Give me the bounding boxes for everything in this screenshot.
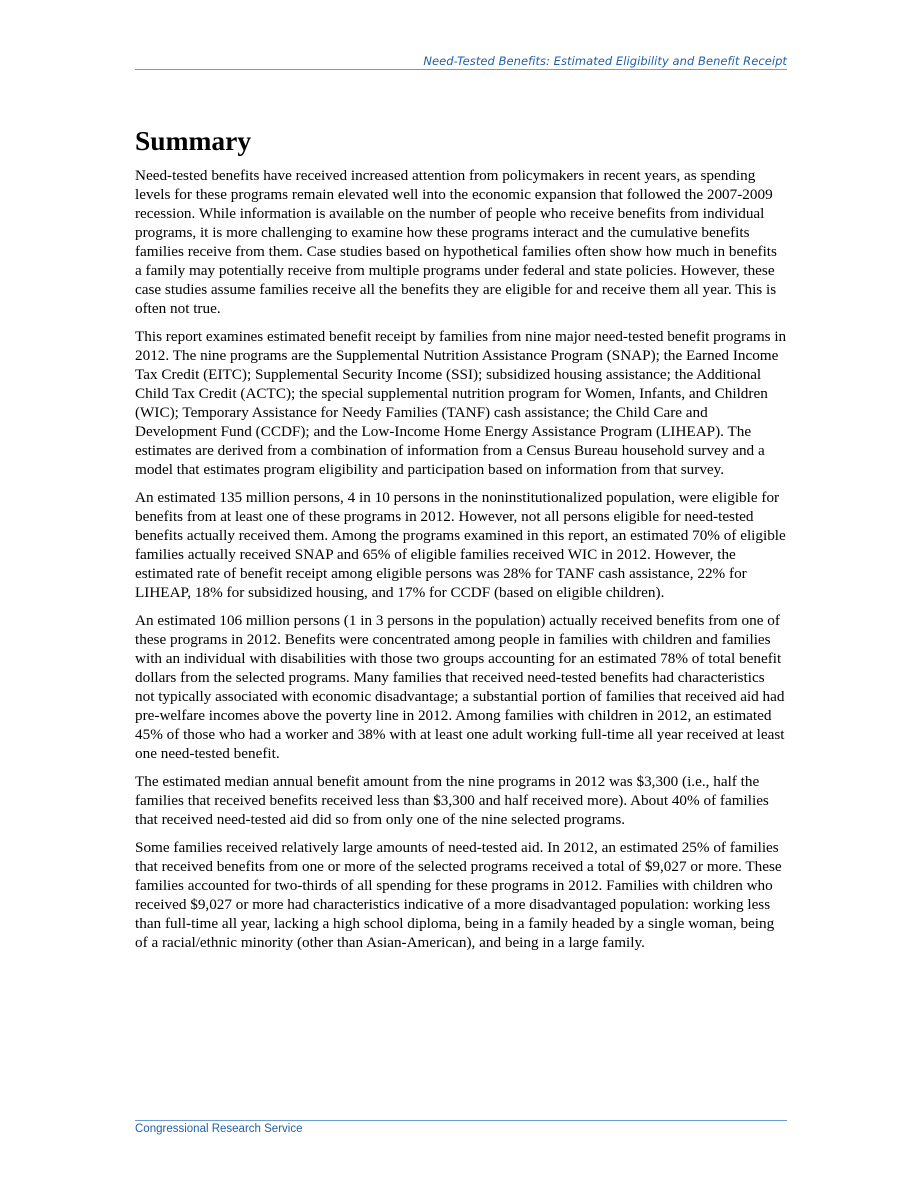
paragraph-recipients: An estimated 106 million persons (1 in 3 persons in the population) actually received benefits from one of these programs in 2012. Benefits were concentrated among people in families with children and families with an individual with disabilities with those two groups accounting for an estimated 78% of total benefit dollars from the selected programs. Many families that received need-tested benefits had characteristics not typically associated with economic disadvantage; a substantial portion of families that received aid had pre-welfare incomes above the poverty line in 2012. Among families with children in 2012, an estimated 45% of those who had a worker and 38% with at least one adult working full-time all year received at least one need-tested benefit. — [135, 612, 785, 762]
header-divider — [135, 69, 787, 70]
paragraph-programs: This report examines estimated benefit receipt by families from nine major need-tested benefit programs in 2012. The nine programs are the Supplemental Nutrition Assistance Program (SNAP); the Earned Income Tax Credit (EITC); Supplemental Security Income (SSI); subsidized housing assistance; the Additional Child Tax Credit (ACTC); the special supplemental nutrition program for Women, Infants, and Children (WIC); Temporary Assistance for Needy Families (TANF) cash assistance; the Child Care and Development Fund (CCDF); and the Low-Income Home Energy Assistance Program (LIHEAP). The estimates are derived from a combination of information from a Census Bureau household survey and a model that estimates program eligibility and participation based on information from that survey. — [135, 328, 787, 478]
running-header: Need-Tested Benefits: Estimated Eligibility and Benefit Receipt — [423, 54, 787, 68]
paragraph-intro: Need-tested benefits have received increased attention from policymakers in recent years, as spending levels for these programs remain elevated well into the economic expansion that followed the 2007-2009 recession. While information is available on the number of people who receive benefits from individual programs, it is more challenging to examine how these programs interact and the cumulative benefits families receive from them. Case studies based on hypothetical families often show how much in benefits a family may potentially receive from multiple programs under federal and state policies. However, these case studies assume families receive all the benefits they are eligible for and receive them all year. This is often not true. — [135, 167, 777, 317]
summary-section — [135, 124, 787, 961]
paragraph-median-benefit: The estimated median annual benefit amount from the nine programs in 2012 was $3,300 (i.e., half the families that received benefits received less than $3,300 and half received more). About 40% of families that received need-tested aid did so from only one of the nine selected programs. — [135, 773, 769, 828]
paragraph-eligibility: An estimated 135 million persons, 4 in 10 persons in the noninstitutionalized population, were eligible for benefits from at least one of these programs in 2012. However, not all persons eligible for need-tested benefits actually received them. Among the programs examined in this report, an estimated 70% of eligible families actually received SNAP and 65% of eligible families received WIC in 2012. However, the estimated rate of benefit receipt among eligible persons was 28% for TANF cash assistance, 22% for LIHEAP, 18% for subsidized housing, and 17% for CCDF (based on eligible children). — [135, 489, 786, 601]
section-heading: Summary — [135, 125, 252, 156]
footer-divider — [135, 1120, 787, 1121]
paragraph-large-amounts: Some families received relatively large amounts of need-tested aid. In 2012, an estimated 25% of families that received benefits from one or more of the selected programs received a total of $9,027 or more. These families accounted for two-thirds of all spending for these programs in 2012. Families with children who received $9,027 or more had characteristics indicative of a more disadvantaged population: working less than full-time all year, lacking a high school diploma, being in a family headed by a single woman, being of a racial/ethnic minority (other than Asian-American), and being in a large family. — [135, 839, 782, 951]
footer-publisher: Congressional Research Service — [135, 1123, 303, 1135]
